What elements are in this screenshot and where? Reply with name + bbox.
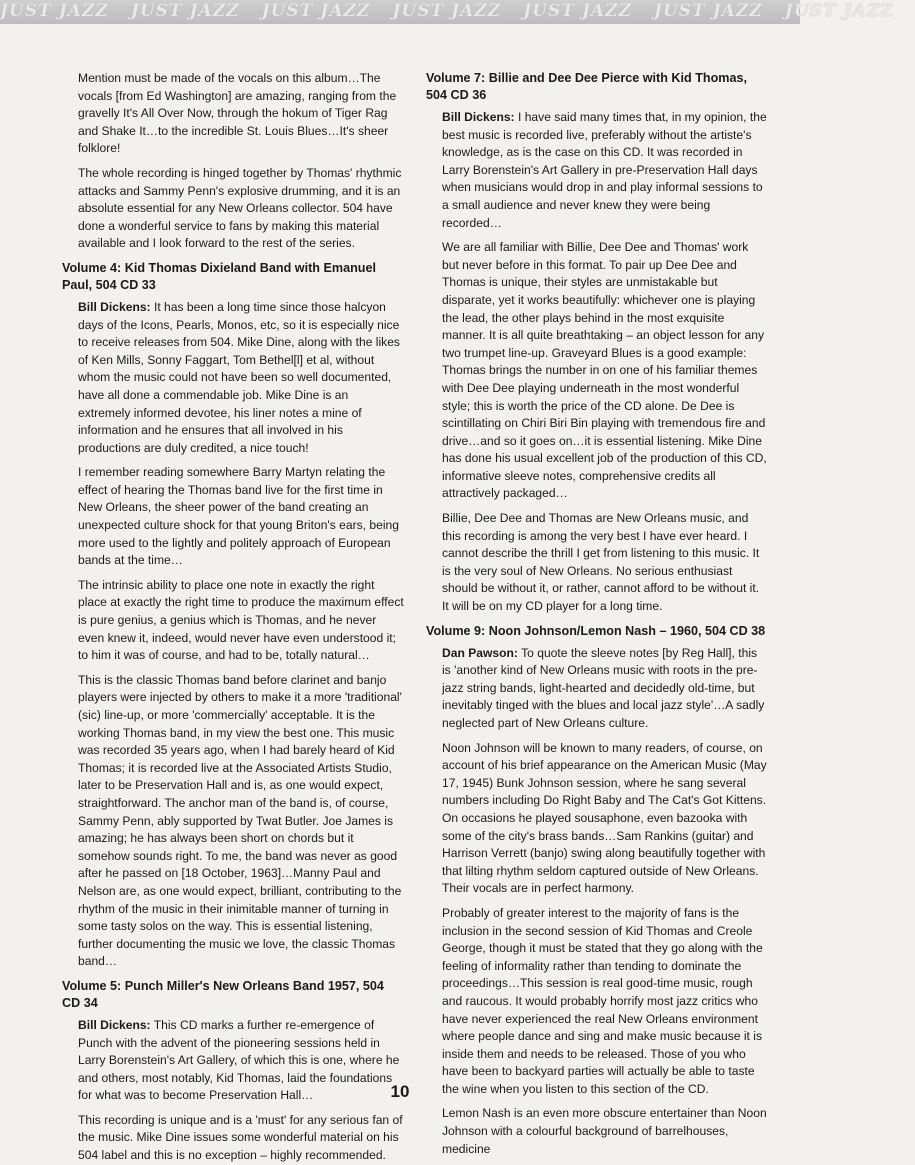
section-heading-vol4: Volume 4: Kid Thomas Dixieland Band with Emanuel Paul, 504 CD 33 <box>62 260 376 292</box>
paragraph: Billie, Dee Dee and Thomas are New Orleans music, and this recording is among the very best I have ever heard. I cannot describe the thrill I get from listening to this music. It is the very soul of New Orleans. No serious enthusiast should be without it, or rather, cannot afford to be without it. It will be on my CD player for a long time. <box>442 511 760 614</box>
review-vol4 <box>62 299 404 971</box>
masthead-banner <box>0 0 894 24</box>
banner-text: JUST JAZZ <box>392 1 502 21</box>
section-heading-vol9: Volume 9: Noon Johnson/Lemon Nash – 1960, 504 CD 38 <box>426 623 766 638</box>
banner-text: JUST JAZZ <box>0 1 109 21</box>
paragraph <box>78 299 404 457</box>
paragraph <box>442 109 768 232</box>
paragraph: This is the classic Thomas band before clarinet and banjo players were injected by others to make it a more 'traditional' (sic) line-up, or more 'commercially' acceptable. It is the working Thomas band, in my view the best one. This music was recorded 35 years ago, when I had barely heard of Kid Thomas; it is recorded live at the Associated Artists Studio, later to be Preservation Hall and is, as one would expect, straightforward. The anchor man of the band is, of course, Sammy Penn, ably supported by Twat Butler. Joe James is amazing; he has always been short on chords but it somehow sounds right. To me, the band was never as good after he passed on [18 October, 1963]…Manny Paul and Nelson are, as one would expect, brilliant, contributing to the rhythm of the music in their inimitable manner of turning in some tasty solos on the way. This is essential listening, further documenting the music we love, the classic Thomas band… <box>78 672 402 969</box>
paragraph-text: I have said many times that, in my opinion, the best music is recorded live, preferably without the artiste's knowledge, as is the case on this CD. It was recorded in Larry Borenstein's Art Gallery in pre-Preservation Hall days when musicians would drop in and play informal sessions to a small audience and never knew they were being recorded… <box>442 110 767 230</box>
paragraph <box>442 645 768 733</box>
paragraph: Probably of greater interest to the majority of fans is the inclusion in the second session of Kid Thomas and Creole George, though it must be stated that they go along with the feeling of informality rather than tending to dominate the proceedings…This session is real good-time music, rough and raucous. It would probably horrify most jazz critics who have never experienced the real New Orleans environment where people dance and sing and make music because it is inside them and needs to be released. Those of you who have been to backyard parties will actually be able to taste the wine when you listen to this section of the CD. <box>442 905 763 1096</box>
paragraph: The whole recording is hinged together by Thomas' rhythmic attacks and Sammy Penn's explosive drumming, and it is an absolute essential for any New Orleans collector. 504 have done a wonderful service to fans by making this material available and I look forward to the rest of the series. <box>78 165 402 251</box>
paragraph-text: To quote the sleeve notes [by Reg Hall], this is 'another kind of New Orleans music with roots in the pre-jazz string bands, light-hearted and decidedly old-time, but inevitably tinged with the blues and local jazz style'…A sadly neglected part of New Orleans culture. <box>442 645 765 730</box>
paragraph-text: This CD marks a further re-emergence of Punch with the advent of the pioneering sessions held in Larry Borenstein's Art Gallery, of which this is one, where he and others, most notably, Kid Thomas, laid the foundations for what was to become Preservation Hall… <box>78 1017 400 1103</box>
section-heading-vol7: Volume 7: Billie and Dee Dee Pierce with Kid Thomas, 504 CD 36 <box>426 71 747 102</box>
banner-text: JUST JAZZ <box>261 1 371 21</box>
reviewer-name: Bill Dickens: <box>78 1017 151 1032</box>
page-number: 10 <box>390 1082 410 1101</box>
review-vol7 <box>426 109 768 616</box>
paragraph: Lemon Nash is an even more obscure entertainer than Noon Johnson with a colourful background of barrelhouses, medicine <box>442 1106 767 1156</box>
reviewer-name: Dan Pawson: <box>442 645 518 660</box>
section-heading-vol5: Volume 5: Punch Miller's New Orleans Band 1957, 504 CD 34 <box>62 978 384 1010</box>
paragraph-text: It has been a long time since those halcyon days of the Icons, Pearls, Monos, etc, so it is especially nice to receive releases from 504. Mike Dine, along with the likes of Ken Mills, Sonny Faggart, Tom Bethel[l] et al, without whom the music could not have been so well documented, have all done a commendable job. Mike Dine is an extremely informed devotee, his liner notes a mine of information and he ensures that all involved in his productions are duly credited, a nice touch! <box>78 299 400 455</box>
banner-text: JUST JAZZ <box>523 1 632 21</box>
reviewer-name: Bill Dickens: <box>442 110 515 124</box>
banner-text: JUST JAZZ <box>784 1 894 21</box>
right-column <box>426 70 768 1156</box>
paragraph: Mention must be made of the vocals on this album…The vocals [from Ed Washington] are amazing, ranging from the gravelly It's All Over Now, through the hokum of Tiger Rag and Shake It…to the incredible St. Louis Blues…It's sheer folklore! <box>78 71 397 156</box>
paragraph: The intrinsic ability to place one note in exactly the right place at exactly the right time to produce the maximum effect is pure genius, a genius which is Thomas, and he never even knew it, indeed, would never have even understood it; to him it was of course, and had to be, totally natural… <box>78 577 404 663</box>
paragraph: This recording is unique and is a 'must' for any serious fan of the music. Mike Dine issues some wonderful material on his 504 label and this is no exception – highly recommended. <box>78 1112 403 1163</box>
banner-text: JUST JAZZ <box>130 1 240 21</box>
paragraph: I remember reading somewhere Barry Martyn relating the effect of hearing the Thomas band live for the first time in New Orleans, the sheer power of the band creating an unexpected culture shock for that young Briton's ears, being more used to the lightly and politely approach of European bands at the time… <box>78 465 399 568</box>
banner-text: JUST JAZZ <box>653 1 763 21</box>
reviewer-name: Bill Dickens: <box>78 299 151 314</box>
paragraph: Noon Johnson will be known to many readers, of course, on account of his brief appearance on the American Music (May 17, 1945) Bunk Johnson session, where he sang several numbers including Do Right Baby and The Cat's Got Kittens. On occasions he played sousaphone, even bazooka with some of the city's brass bands…Sam Rankins (guitar) and Harrison Verrett (banjo) swing along beautifully together with that lilting rhythm seldom captured outside of New Orleans. Their vocals are in perfect harmony. <box>442 740 767 896</box>
paragraph: We are all familiar with Billie, Dee Dee and Thomas' work but never before in this format. To pair up Dee Dee and Thomas is unique, their styles are unmistakable but disparate, yet it works beautifully: whichever one is playing the lead, the other plays behind in the most exquisite manner. It is all quite breathtaking – an object lesson for any two trumpet line-up. Graveyard Blues is a good example: Thomas brings the number in on one of his familiar themes with Dee Dee playing underneath in the most wonderful style; this is worth the price of the CD alone. De Dee is scintillating on Chiri Biri Bin playing with tremendous fire and drive…and so it goes on…it is essential listening. Mike Dine has done his usual excellent job of the production of this CD, informative sleeve notes, comprehensive credits all attractively packaged… <box>442 240 767 501</box>
